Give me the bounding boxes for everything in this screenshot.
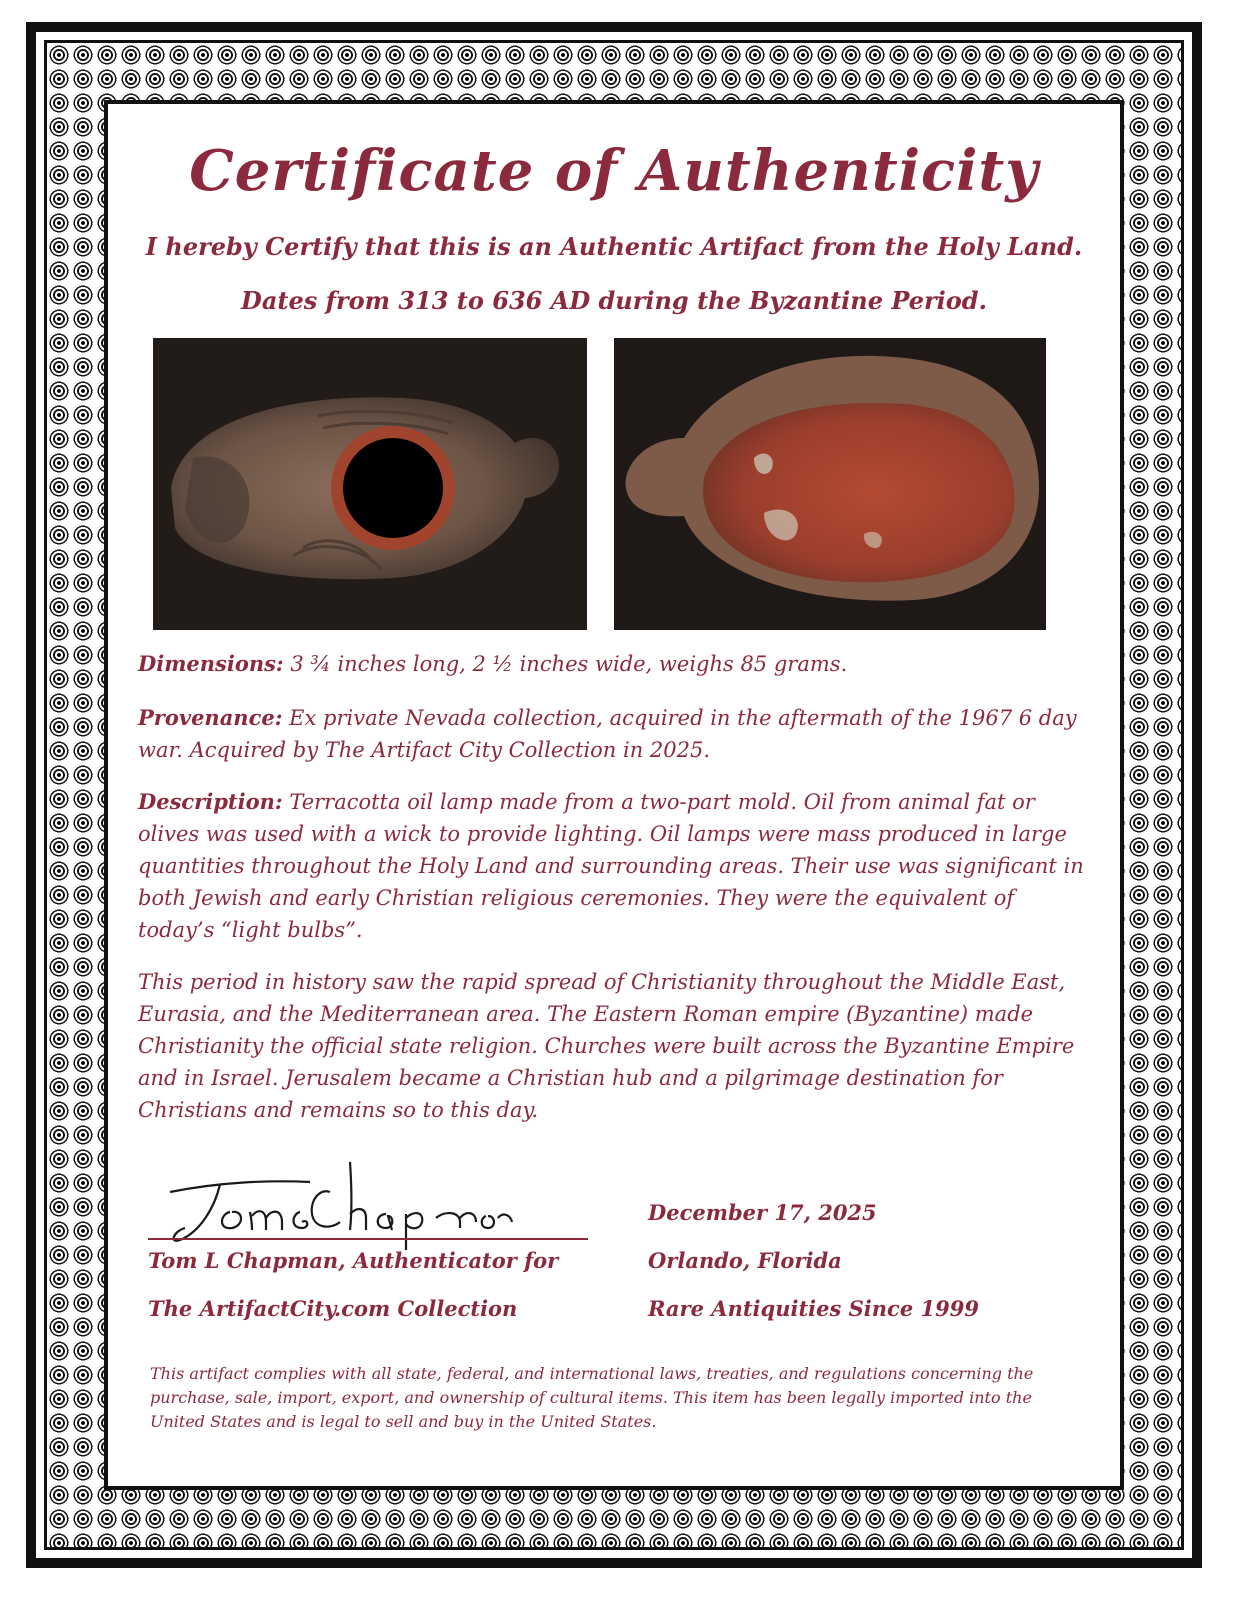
company-tagline: Rare Antiquities Since 1999: [648, 1296, 979, 1321]
signature-line: [148, 1238, 588, 1240]
authenticator-line: Tom L Chapman, Authenticator for: [148, 1248, 559, 1273]
legal-compliance-text: This artifact complies with all state, federal, and international laws, treaties, and regulations concerning the purchase, sale, import, export, and ownership of cultural items. This item has been legally imported into the United States and is legal to sell and buy in the United States.: [150, 1364, 1034, 1431]
certificate-location: Orlando, Florida: [648, 1248, 842, 1273]
certificate-title: Certificate of Authenticity: [189, 138, 1039, 204]
dimensions-text: 3 ¾ inches long, 2 ½ inches wide, weighs 85 grams.: [290, 652, 848, 676]
description-text: Terracotta oil lamp made from a two-part mold. Oil from animal fat or olives was used with a wick to provide lighting. Oil lamps were mass produced in large quantities throughout the Holy Land and surrounding areas. Their use was significant in both Jewish and early Christian religious ceremonies. They were the equivalent of today’s “light bulbs”.: [138, 790, 1084, 942]
lamp-top-image: [153, 338, 587, 630]
handwritten-signature: [160, 1152, 520, 1252]
lamp-bottom-image: [614, 338, 1046, 630]
provenance-label: Provenance:: [138, 705, 283, 730]
date-range-line: Dates from 313 to 636 AD during the Byzantine Period.: [241, 286, 987, 315]
certify-line: I hereby Certify that this is an Authentic Artifact from the Holy Land.: [145, 232, 1083, 261]
lamp-bottom-photo: [614, 338, 1046, 630]
certificate-date: December 17, 2025: [648, 1200, 877, 1225]
dimensions-label: Dimensions:: [138, 651, 284, 676]
history-paragraph: This period in history saw the rapid spread of Christianity throughout the Middle East, Eurasia, and the Mediterranean area. The Eastern Roman empire (Byzantine) made Christianity the official state religion. Churches were built across the Byzantine Empire and in Israel. Jerusalem became a Christian hub and a pilgrimage destination for Christians and remains so to this day.: [138, 970, 1075, 1122]
dimensions-paragraph: [138, 648, 1088, 680]
provenance-paragraph: [138, 702, 1088, 766]
description-label: Description:: [138, 789, 283, 814]
lamp-top-photo: [153, 338, 587, 630]
collection-line: The ArtifactCity.com Collection: [148, 1296, 518, 1321]
description-paragraph: [138, 786, 1088, 946]
provenance-text: Ex private Nevada collection, acquired in the aftermath of the 1967 6 day war. Acquired by The Artifact City Collection in 2025.: [138, 706, 1077, 762]
